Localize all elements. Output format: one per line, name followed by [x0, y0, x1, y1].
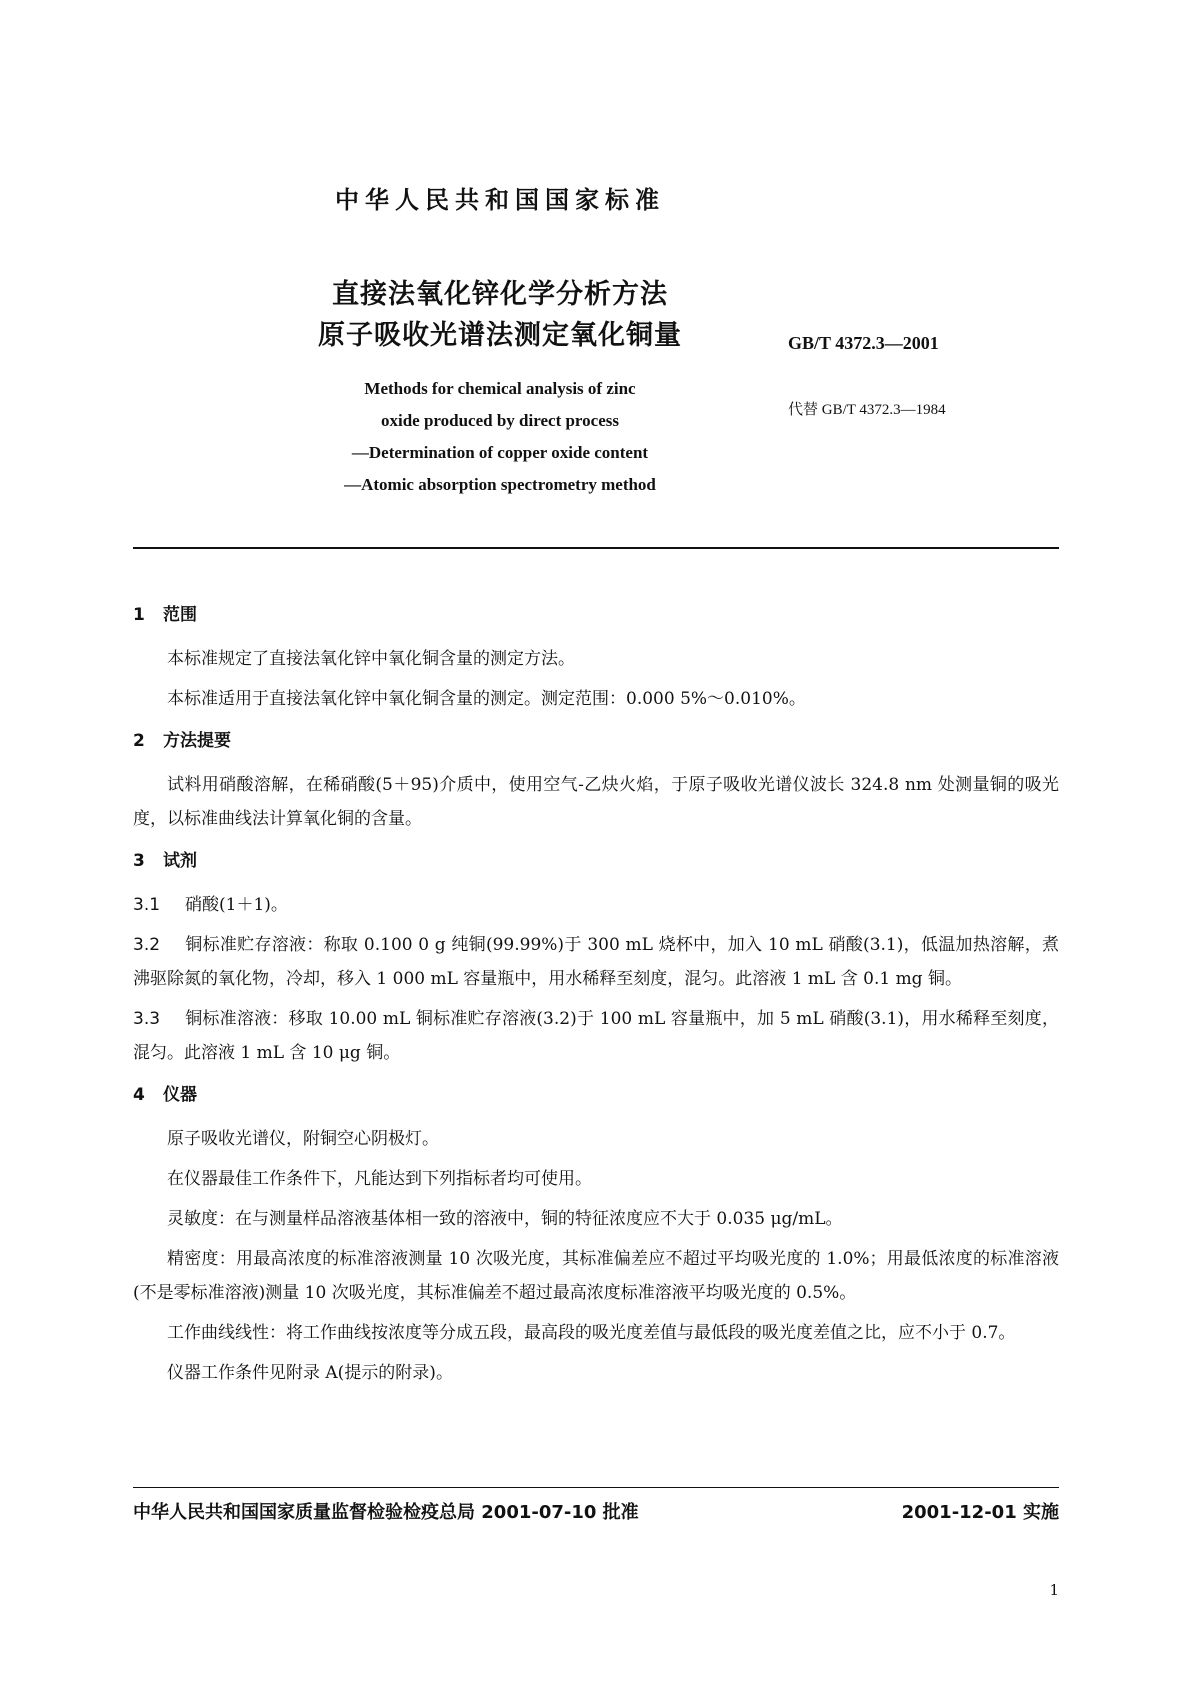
section-heading-scope — [133, 598, 1059, 632]
title-zh-line1: 直接法氧化锌化学分析方法 — [332, 279, 668, 310]
paragraph: 仪器工作条件见附录 A(提示的附录)。 — [167, 1363, 453, 1383]
approval-note: 中华人民共和国国家质量监督检验检疫总局 2001-07-10 批准 — [133, 1502, 639, 1523]
section-title: 范围 — [163, 605, 197, 625]
document-body — [133, 590, 1059, 1396]
paragraph: 精密度：用最高浓度的标准溶液测量 10 次吸光度，其标准偏差应不超过平均吸光度的 1.0%；用最低浓度的标准溶液(不是零标准溶液)测量 10 次吸光度，其标准偏差不超过最高浓度标准溶液平均吸光度的 0.5%。 — [133, 1249, 1059, 1303]
standard-number: GB/T 4372.3—2001 — [788, 333, 939, 353]
title-en-line3: —Determination of copper oxide content — [351, 443, 649, 462]
clause-number: 3.3 — [133, 1009, 161, 1029]
replaces-note: 代替 GB/T 4372.3—1984 — [788, 402, 946, 418]
clause-text: 硝酸(1＋1)。 — [185, 895, 288, 915]
clause-text: 铜标准溶液：移取 10.00 mL 铜标准贮存溶液(3.2)于 100 mL 容量瓶中，加 5 mL 硝酸(3.1)，用水稀释至刻度，混匀。此溶液 1 mL 含 10 μg 铜。 — [133, 1009, 1059, 1063]
paragraph: 灵敏度：在与测量样品溶液基体相一致的溶液中，铜的特征浓度应不大于 0.035 μg/mL。 — [167, 1209, 843, 1229]
paragraph: 试料用硝酸溶解，在稀硝酸(5＋95)介质中，使用空气-乙炔火焰，于原子吸收光谱仪波长 324.8 nm 处测量铜的吸光度，以标准曲线法计算氧化铜的含量。 — [133, 775, 1059, 829]
section-number: 2 — [133, 731, 145, 751]
section-number: 3 — [133, 851, 145, 871]
section-heading-apparatus — [133, 1078, 1059, 1112]
clause-number: 3.1 — [133, 895, 161, 915]
section-title: 仪器 — [163, 1085, 197, 1105]
section-number: 1 — [133, 605, 145, 625]
country-standard-heading: 中华人民共和国国家标准 — [335, 186, 665, 214]
header-divider — [133, 547, 1059, 549]
implementation-date: 2001-12-01 实施 — [901, 1502, 1059, 1523]
footer-divider — [133, 1487, 1059, 1488]
clause-number: 3.2 — [133, 935, 161, 955]
section-number: 4 — [133, 1085, 145, 1105]
page-number: 1 — [1049, 1581, 1059, 1599]
title-zh-line2: 原子吸收光谱法测定氧化铜量 — [318, 320, 682, 351]
section-heading-method — [133, 724, 1059, 758]
section-heading-reagents — [133, 844, 1059, 878]
section-title: 方法提要 — [163, 731, 231, 751]
section-title: 试剂 — [163, 851, 197, 871]
paragraph: 本标准适用于直接法氧化锌中氧化铜含量的测定。测定范围：0.000 5%～0.010%。 — [167, 689, 806, 709]
clause-3-3 — [133, 1002, 1059, 1070]
paragraph: 工作曲线线性：将工作曲线按浓度等分成五段，最高段的吸光度差值与最低段的吸光度差值之比，应不小于 0.7。 — [167, 1323, 1016, 1343]
title-en-line4: —Atomic absorption spectrometry method — [344, 475, 656, 494]
paragraph: 本标准规定了直接法氧化锌中氧化铜含量的测定方法。 — [167, 649, 575, 669]
title-en-line2: oxide produced by direct process — [380, 411, 619, 430]
clause-3-1 — [133, 888, 1059, 922]
clause-text: 铜标准贮存溶液：称取 0.100 0 g 纯铜(99.99%)于 300 mL 烧杯中，加入 10 mL 硝酸(3.1)，低温加热溶解，煮沸驱除氮的氧化物，冷却，移入 1 000 mL 容量瓶中，用水稀释至刻度，混匀。此溶液 1 mL 含 0.1 mg 铜。 — [133, 935, 1059, 989]
title-en-line1: Methods for chemical analysis of zinc — [364, 379, 636, 398]
paragraph: 原子吸收光谱仪，附铜空心阴极灯。 — [167, 1129, 439, 1149]
paragraph: 在仪器最佳工作条件下，凡能达到下列指标者均可使用。 — [167, 1169, 592, 1189]
clause-3-2 — [133, 928, 1059, 996]
